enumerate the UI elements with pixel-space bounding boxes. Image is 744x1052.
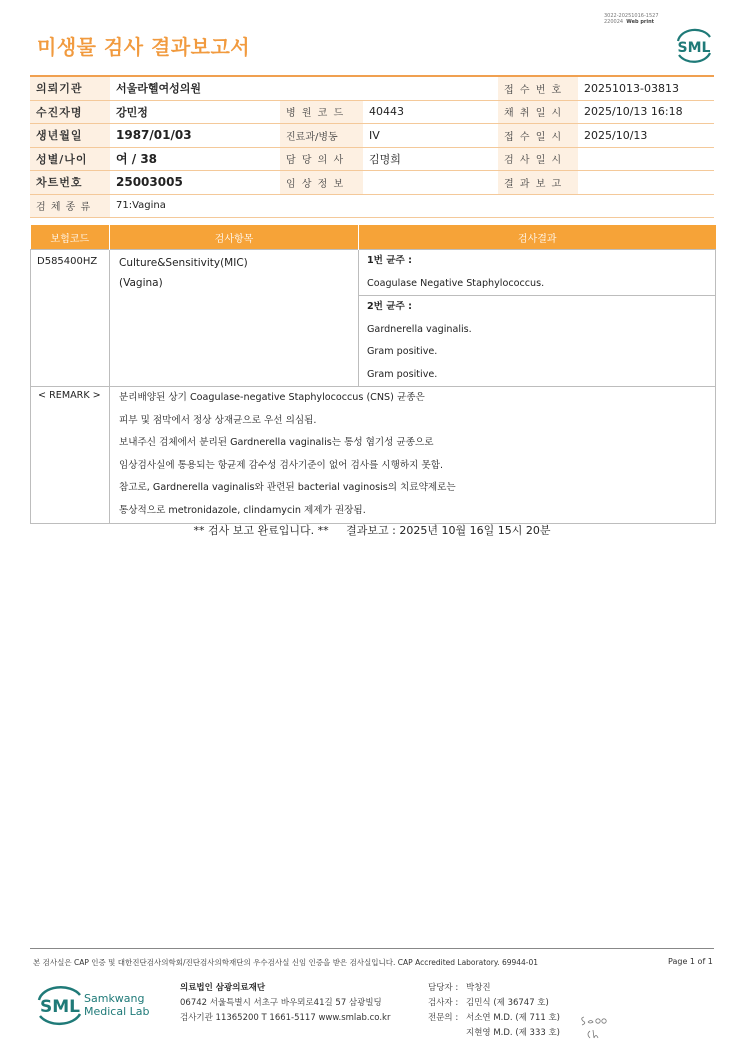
signature-icon: [578, 1012, 608, 1040]
page-title: 미생물 검사 결과보고서: [37, 35, 251, 59]
table-row: [30, 147, 714, 171]
table-row: [30, 171, 714, 195]
staff-info: [428, 981, 560, 1041]
insurance-code-cell: [31, 250, 110, 387]
completion-status: ** 검사 보고 완료입니다. ** 결과보고 : 2025년 10월 16일 15시 20분: [193, 524, 551, 537]
result-report-value: [578, 171, 714, 195]
hospital-code-label: 병 원 코 드: [280, 100, 363, 124]
chart-no-label: 차트번호: [30, 171, 110, 195]
result-report-label: 결 과 보 고: [498, 171, 578, 195]
dept-label: 진료과/병동: [280, 124, 363, 148]
remark-label: < REMARK >: [38, 390, 101, 401]
header-test-item: 검사항목: [110, 225, 359, 250]
strain2-organism: Gardnerella vaginalis.: [367, 323, 472, 335]
patient-info-table: [30, 75, 714, 218]
chart-no-value: 25003005: [110, 171, 280, 195]
table-row: [30, 100, 714, 124]
dept-value: IV: [363, 124, 498, 148]
institution-value: 서울라헬여성의원: [110, 76, 498, 100]
sex-age-label: 성별/나이: [30, 147, 110, 171]
institution-label: 의뢰기관: [30, 76, 110, 100]
header-insurance-code: 보험코드: [31, 225, 110, 250]
header-test-result: 검사결과: [359, 225, 716, 250]
doctor-value: 김명희: [363, 147, 498, 171]
staff-role: 전문의 :: [428, 1013, 459, 1023]
organization-info: [180, 981, 390, 1026]
clinical-info-label: 임 상 정 보: [280, 171, 363, 195]
collect-time-value: 2025/10/13 16:18: [578, 100, 714, 124]
strain2-gram-2: Gram positive.: [367, 368, 438, 380]
table-row: [31, 250, 716, 296]
specimen-label: 검 체 종 류: [30, 194, 110, 218]
dob-label: 생년월일: [30, 124, 110, 148]
organization-contact: 검사기관 11365200 T 1661-5117 www.smlab.co.kr: [180, 1013, 391, 1023]
patient-name-value: 강민정: [110, 100, 280, 124]
accreditation-note: 본 검사실은 CAP 인증 및 대한진단검사의학회/진단검사의학재단의 우수검사실 신임 인증을 받은 검사실입니다. CAP Accredited Laboratory. 69944-01: [33, 958, 539, 967]
remark-row: [31, 387, 716, 524]
strain2-cell: [359, 296, 716, 387]
web-print-label: Web print: [626, 19, 655, 25]
samkwang-logo-icon: [36, 982, 156, 1026]
remark-text-cell: [110, 387, 716, 524]
patient-name-label: 수진자명: [30, 100, 110, 124]
doctor-label: 담 당 의 사: [280, 147, 363, 171]
results-table: [30, 225, 716, 524]
strain1-organism: Coagulase Negative Staphylococcus.: [367, 277, 545, 289]
organization-address: 06742 서울특별시 서초구 바우뫼로41길 57 삼광빌딩: [180, 998, 382, 1008]
test-item-cell: [110, 250, 359, 387]
brand-name-line1: Samkwang: [84, 992, 145, 1005]
strain1-title: 1번 균주 :: [367, 255, 412, 266]
strain2-gram-1: Gram positive.: [367, 346, 438, 357]
specimen-value: 71:Vagina: [110, 194, 714, 218]
page-number: Page 1 of 1: [668, 957, 713, 966]
strain2-title: 2번 균주 :: [367, 301, 412, 312]
clinical-info-value: [363, 171, 498, 195]
test-date-label: 검 사 일 시: [498, 147, 578, 171]
staff-role: 담당자 :: [428, 983, 459, 993]
receipt-no-label: 접 수 번 호: [498, 76, 578, 100]
staff-name: 서소연 M.D. (제 711 호): [466, 1013, 561, 1023]
sex-age-value: 여 / 38: [110, 147, 280, 171]
receipt-no-value: 20251013-03813: [578, 76, 714, 100]
staff-name: 박창진: [466, 983, 491, 993]
receipt-date-label: 접 수 일 시: [498, 124, 578, 148]
test-item-name: Culture&Sensitivity(MIC): [119, 257, 248, 269]
results-header-row: [31, 225, 716, 250]
receipt-date-value: 2025/10/13: [578, 124, 714, 148]
remark-line: 분리배양된 상기 Coagulase-negative Staphylococcus (CNS) 균종은: [119, 392, 425, 403]
remark-line: 통상적으로 metronidazole, clindamycin 제제가 권장됨.: [119, 504, 366, 516]
staff-name: 김민식 (제 36747 호): [466, 998, 549, 1008]
remark-line: 피부 및 점막에서 정상 상재균으로 우선 의심됨.: [119, 414, 317, 426]
test-date-value: [578, 147, 714, 171]
remark-line: 참고로, Gardnerella vaginalis와 관련된 bacterial vaginosis의 치료약제로는: [119, 482, 456, 494]
collect-time-label: 채 취 일 시: [498, 100, 578, 124]
table-row: [30, 194, 714, 218]
dob-value: 1987/01/03: [110, 124, 280, 148]
remark-line: 보내주신 검체에서 분리된 Gardnerella vaginalis는 통성 혐기성 균종으로: [119, 437, 434, 449]
print-code: [604, 13, 659, 25]
footer-divider: [30, 948, 714, 949]
sml-logo-text: SML: [677, 40, 711, 56]
test-item-specimen: (Vagina): [119, 277, 163, 289]
print-code-number: 220024: [604, 19, 624, 25]
sml-logo-icon: [672, 25, 716, 63]
sml-logo-text: SML: [40, 997, 80, 1017]
print-code-line: 3022-20251016-1527: [604, 13, 659, 19]
hospital-code-value: 40443: [363, 100, 498, 124]
staff-name: 지현영 M.D. (제 333 호): [466, 1028, 561, 1038]
remark-line: 임상검사실에 통용되는 항균제 감수성 검사기준이 없어 검사를 시행하지 못함.: [119, 459, 444, 471]
remark-label-cell: [31, 387, 110, 524]
strain1-cell: [359, 250, 716, 296]
organization-name: 의료법인 삼광의료재단: [180, 983, 266, 993]
table-row: [30, 76, 714, 100]
table-row: [30, 124, 714, 148]
brand-name-line2: Medical Lab: [84, 1005, 150, 1018]
insurance-code: D585400HZ: [37, 256, 98, 267]
staff-role: 검사자 :: [428, 998, 459, 1008]
